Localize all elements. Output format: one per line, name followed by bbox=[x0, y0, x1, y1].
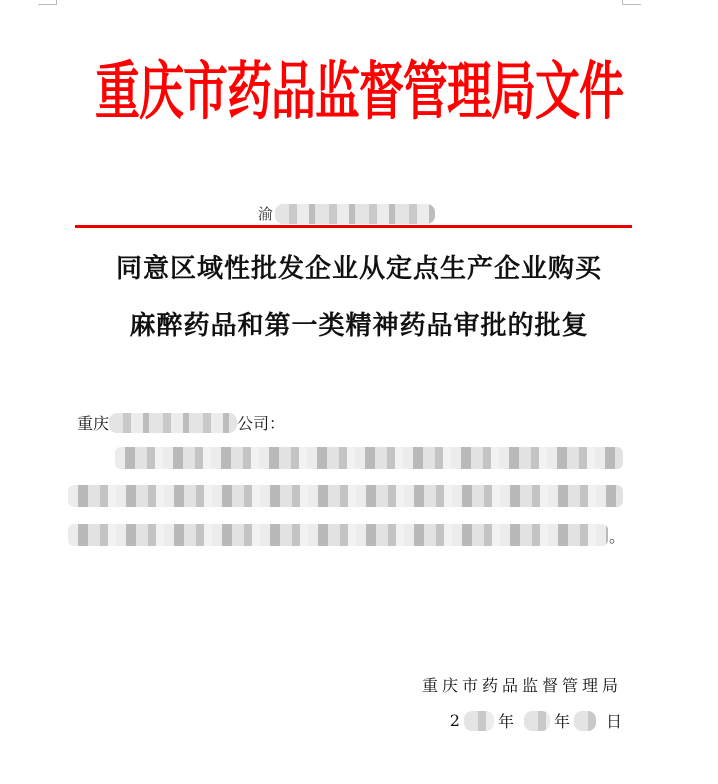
date-year-label: 年 bbox=[497, 712, 514, 731]
redacted-body-line bbox=[68, 485, 623, 507]
redacted-day bbox=[574, 711, 596, 731]
page-corner-mark-right bbox=[622, 0, 641, 5]
redacted-year bbox=[464, 711, 494, 731]
document-header-title: 重庆市药品监督管理局文件 bbox=[94, 54, 623, 129]
date-month-label: 年 bbox=[553, 712, 570, 731]
redacted-company-name bbox=[109, 413, 237, 433]
date-year-prefix: 2 bbox=[449, 711, 460, 730]
redacted-body-line bbox=[115, 447, 623, 469]
document-number bbox=[258, 203, 435, 224]
page-corner-mark-left bbox=[38, 0, 57, 5]
red-divider-line bbox=[75, 225, 632, 228]
redacted-month bbox=[524, 711, 550, 731]
body-end-mark: 。 bbox=[609, 527, 626, 546]
salutation bbox=[77, 411, 285, 434]
document-number-prefix: 渝 bbox=[258, 205, 274, 223]
redacted-document-number bbox=[275, 204, 435, 224]
issuer-signature: 重庆市药品监督管理局 bbox=[421, 676, 622, 695]
issue-date bbox=[450, 709, 622, 732]
salutation-suffix: 公司： bbox=[237, 414, 286, 433]
document-title-line-1: 同意区域性批发企业从定点生产企业购买 bbox=[115, 254, 602, 284]
document-title-line-2: 麻醉药品和第一类精神药品审批的批复 bbox=[129, 311, 589, 341]
redacted-body-line bbox=[68, 524, 608, 546]
date-day-label: 日 bbox=[605, 712, 622, 731]
salutation-prefix: 重庆 bbox=[77, 414, 110, 433]
